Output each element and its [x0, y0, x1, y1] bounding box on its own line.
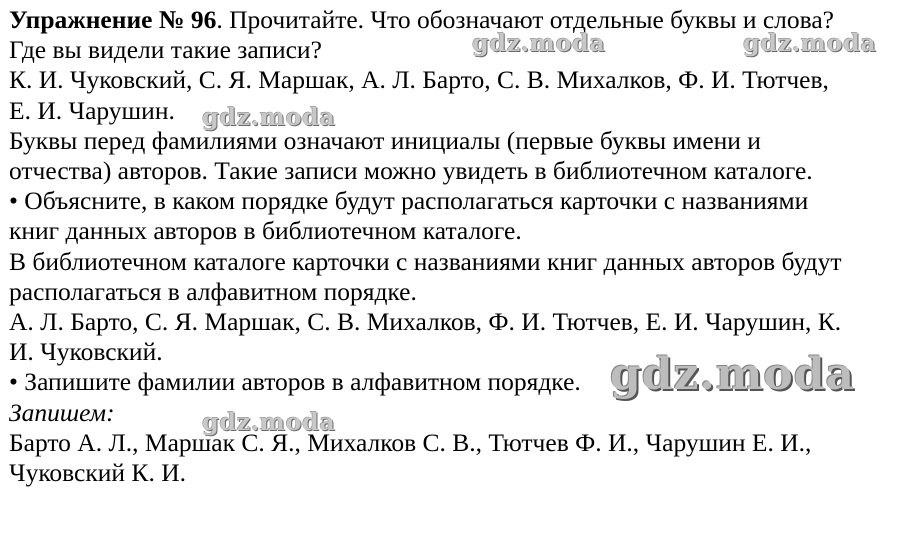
watermark: gdz.moda — [202, 102, 336, 131]
sorted-list-line2: И. Чуковский. — [9, 337, 163, 367]
answer2-line2: располагаться в алфавитном порядке. — [9, 276, 417, 306]
question3-line1: • Запишите фамилии авторов в алфавитном порядке. — [9, 367, 581, 397]
question2-line2: книг данных авторов в библиотечном каталоге. — [9, 216, 522, 246]
exercise-page — [9, 5, 904, 488]
watermark: gdz.moda — [202, 407, 336, 436]
exercise-task: . Прочитайте. Что обозначают отдельные буквы и слова? — [216, 5, 834, 34]
question2-line1: • Объясните, в каком порядке будут располагаться карточки с названиями — [9, 186, 809, 216]
final-list-line2: Чуковский К. И. — [9, 458, 186, 488]
authors-list-line1: К. И. Чуковский, С. Я. Маршак, А. Л. Барто, С. В. Михалков, Ф. И. Тютчев, — [9, 65, 829, 95]
exercise-title: Упражнение № 96 — [9, 5, 217, 34]
final-list-line1: Барто А. Л., Маршак С. Я., Михалков С. В., Тютчев Ф. И., Чарушин Е. И., — [9, 427, 812, 457]
authors-list-line2: Е. И. Чарушин. — [9, 95, 175, 125]
watermark-large: gdz.moda — [610, 349, 856, 400]
watermark: gdz.moda — [743, 28, 877, 57]
answer1-line1: Буквы перед фамилиями означают инициалы (первые буквы имени и — [9, 125, 761, 155]
sorted-list-line1: А. Л. Барто, С. Я. Маршак, С. В. Михалков, Ф. И. Тютчев, Е. И. Чарушин, К. — [9, 307, 842, 337]
answer1-line2: отчества) авторов. Такие записи можно увидеть в библиотечном каталоге. — [9, 156, 813, 186]
write-label: Запишем: — [9, 397, 115, 427]
answer2-line1: В библиотечном каталоге карточки с названиями книг данных авторов будут — [9, 246, 842, 276]
exercise-task-line2: Где вы видели такие записи? — [9, 35, 322, 65]
watermark: gdz.moda — [472, 28, 606, 57]
